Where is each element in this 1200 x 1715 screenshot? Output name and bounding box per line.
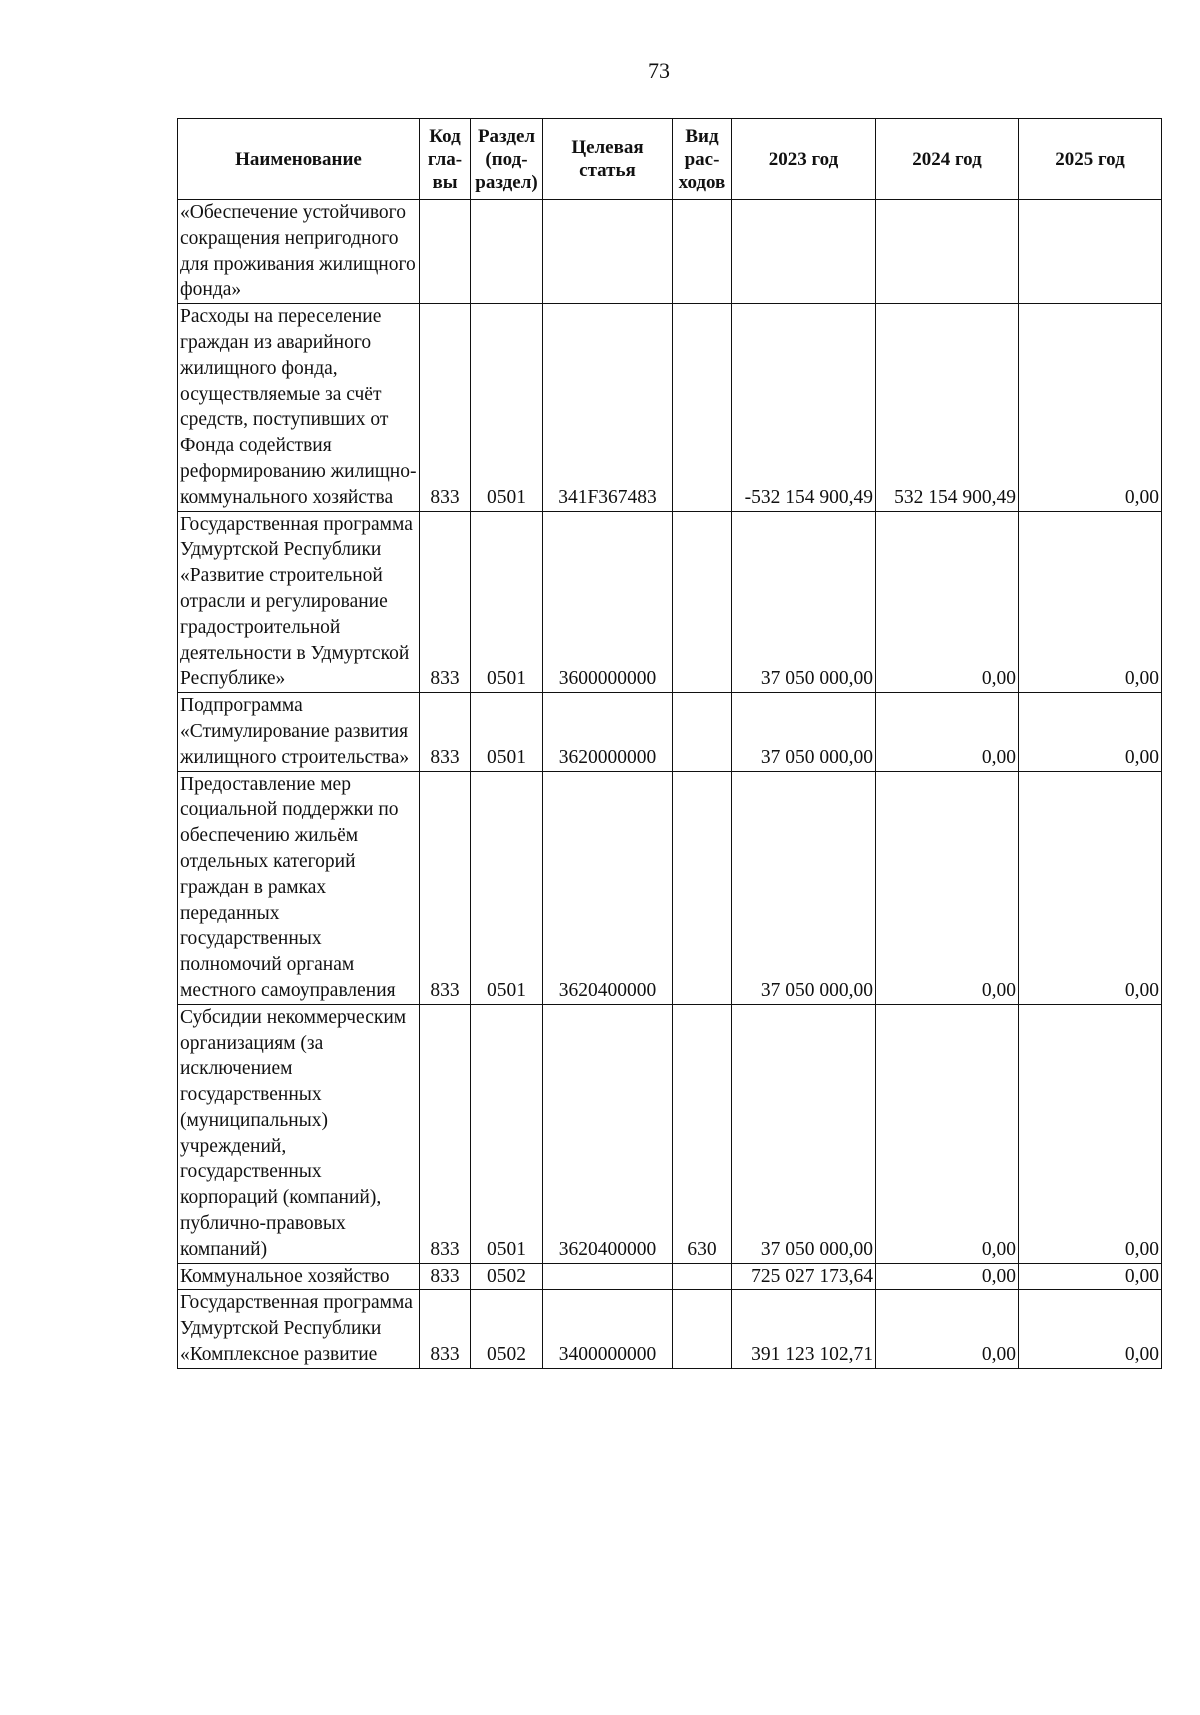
page-number: 73 — [648, 58, 670, 83]
row-2024: 0,00 — [876, 1004, 1019, 1263]
header-section: Раздел (под-раздел) — [471, 119, 543, 200]
row-article — [543, 1263, 673, 1290]
row-2025 — [1019, 200, 1162, 304]
row-chapter: 833 — [420, 1290, 471, 1368]
row-2024: 0,00 — [876, 693, 1019, 771]
table-row — [178, 771, 1162, 1004]
header-year-2025: 2025 год — [1019, 119, 1162, 200]
row-2024: 0,00 — [876, 511, 1019, 693]
row-2025: 0,00 — [1019, 1263, 1162, 1290]
header-name: Наименование — [178, 119, 420, 200]
row-2023: 37 050 000,00 — [732, 693, 876, 771]
row-2023: 725 027 173,64 — [732, 1263, 876, 1290]
row-2024: 0,00 — [876, 771, 1019, 1004]
table-row — [178, 693, 1162, 771]
row-2025: 0,00 — [1019, 1290, 1162, 1368]
row-type — [673, 200, 732, 304]
row-chapter: 833 — [420, 304, 471, 511]
row-chapter: 833 — [420, 771, 471, 1004]
row-2023: 37 050 000,00 — [732, 771, 876, 1004]
row-section: 0502 — [471, 1290, 543, 1368]
row-name: Предоставление мер социальной поддержки по обеспечению жильём отдельных категорий граждан в рамках переданных государственных полномочий органам местного самоуправления — [178, 771, 420, 1004]
row-type: 630 — [673, 1004, 732, 1263]
row-article: 341F367483 — [543, 304, 673, 511]
header-target-article: Целевая статья — [543, 119, 673, 200]
row-article: 3400000000 — [543, 1290, 673, 1368]
row-section: 0501 — [471, 304, 543, 511]
row-chapter: 833 — [420, 511, 471, 693]
row-section: 0501 — [471, 1004, 543, 1263]
row-article: 3620400000 — [543, 1004, 673, 1263]
header-expense-type: Вид рас-ходов — [673, 119, 732, 200]
table-header-row — [178, 119, 1162, 200]
table-row — [178, 511, 1162, 693]
header-year-2023: 2023 год — [732, 119, 876, 200]
row-2023 — [732, 200, 876, 304]
row-type — [673, 1290, 732, 1368]
row-2023: 37 050 000,00 — [732, 1004, 876, 1263]
row-name: Государственная программа Удмуртской Республики «Развитие строительной отрасли и регулирование градостроительной деятельности в Удмуртской Республике» — [178, 511, 420, 693]
row-name: Расходы на переселение граждан из аварийного жилищного фонда, осуществляемые за счёт средств, поступивших от Фонда содействия реформированию жилищно-коммунального хозяйства — [178, 304, 420, 511]
row-name: Подпрограмма «Стимулирование развития жилищного строительства» — [178, 693, 420, 771]
budget-table — [177, 118, 1162, 1369]
row-2025: 0,00 — [1019, 304, 1162, 511]
row-type — [673, 693, 732, 771]
row-type — [673, 771, 732, 1004]
row-article: 3620000000 — [543, 693, 673, 771]
row-article — [543, 200, 673, 304]
row-article: 3620400000 — [543, 771, 673, 1004]
row-name: «Обеспечение устойчивого сокращения непригодного для проживания жилищного фонда» — [178, 200, 420, 304]
header-chapter-code: Код гла-вы — [420, 119, 471, 200]
row-section: 0502 — [471, 1263, 543, 1290]
row-2024: 0,00 — [876, 1263, 1019, 1290]
table-row — [178, 1263, 1162, 1290]
table-row — [178, 304, 1162, 511]
row-2024: 532 154 900,49 — [876, 304, 1019, 511]
row-2024: 0,00 — [876, 1290, 1019, 1368]
row-section: 0501 — [471, 693, 543, 771]
row-chapter: 833 — [420, 693, 471, 771]
header-year-2024: 2024 год — [876, 119, 1019, 200]
table-row — [178, 200, 1162, 304]
row-type — [673, 1263, 732, 1290]
row-2023: 391 123 102,71 — [732, 1290, 876, 1368]
row-2025: 0,00 — [1019, 693, 1162, 771]
row-chapter: 833 — [420, 1004, 471, 1263]
row-type — [673, 304, 732, 511]
row-2025: 0,00 — [1019, 1004, 1162, 1263]
row-section: 0501 — [471, 511, 543, 693]
table-row — [178, 1290, 1162, 1368]
row-article: 3600000000 — [543, 511, 673, 693]
table-row — [178, 1004, 1162, 1263]
row-section: 0501 — [471, 771, 543, 1004]
row-type — [673, 511, 732, 693]
row-chapter — [420, 200, 471, 304]
row-name: Субсидии некоммерческим организациям (за исключением государственных (муниципальных) учреждений, государственных корпораций (компаний), публично-правовых компаний) — [178, 1004, 420, 1263]
row-2025: 0,00 — [1019, 771, 1162, 1004]
row-2024 — [876, 200, 1019, 304]
row-2023: 37 050 000,00 — [732, 511, 876, 693]
row-2023: -532 154 900,49 — [732, 304, 876, 511]
row-section — [471, 200, 543, 304]
row-chapter: 833 — [420, 1263, 471, 1290]
row-2025: 0,00 — [1019, 511, 1162, 693]
row-name: Государственная программа Удмуртской Республики «Комплексное развитие — [178, 1290, 420, 1368]
row-name: Коммунальное хозяйство — [178, 1263, 420, 1290]
